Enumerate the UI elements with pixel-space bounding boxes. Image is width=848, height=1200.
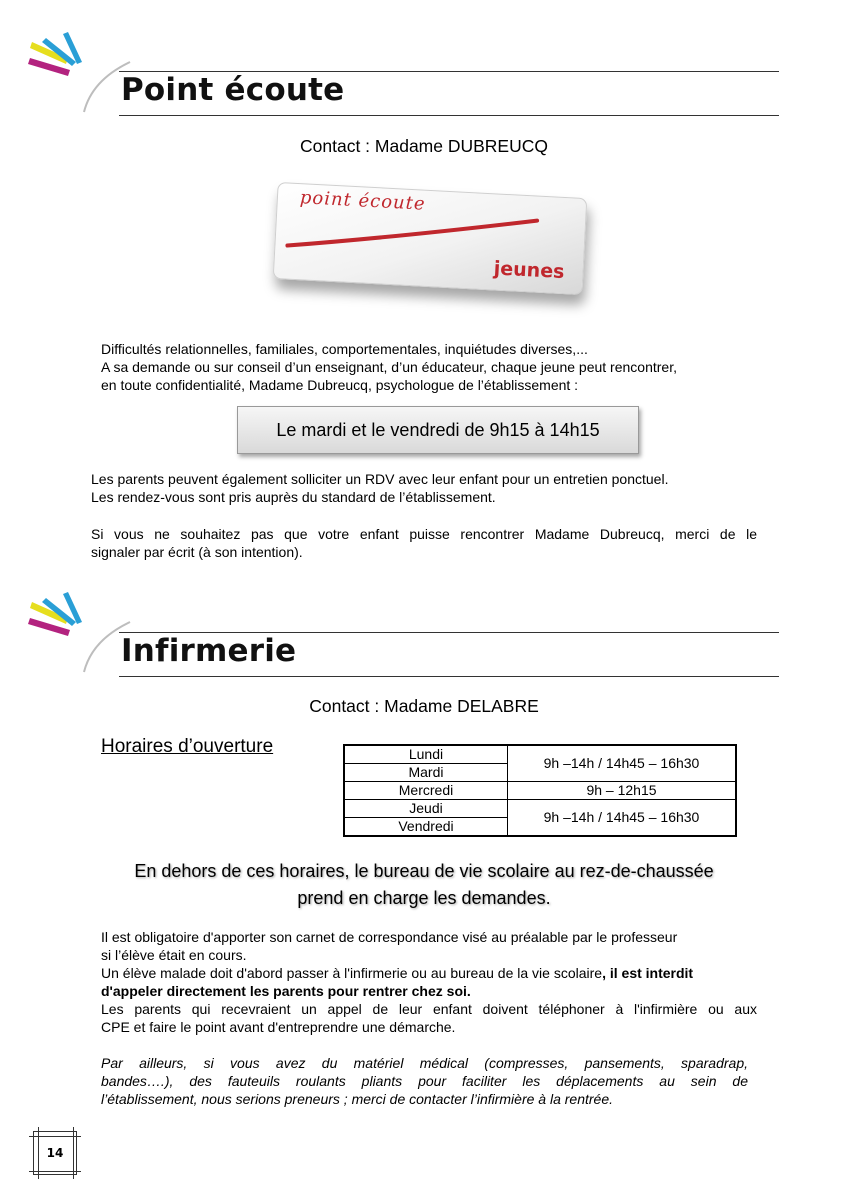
rules-line xyxy=(101,982,757,1000)
notice-line: prend en charge les demandes. xyxy=(297,888,551,908)
optout-paragraph xyxy=(91,525,757,561)
table-row xyxy=(344,782,736,800)
section-title: Infirmerie xyxy=(121,633,297,669)
parents-paragraph xyxy=(91,470,761,506)
contact-line: Contact : Madame DUBREUCQ xyxy=(300,136,548,156)
hours-cell: 9h –14h / 14h45 – 16h30 xyxy=(508,745,737,782)
hours-cell: 9h – 12h15 xyxy=(508,782,737,800)
badge-top-text: point écoute xyxy=(299,187,427,215)
schedule-box: Le mardi et le vendredi de 9h15 à 14h15 xyxy=(237,406,639,454)
optout-line: Si vous ne souhaitez pas que votre enfant puisse rencontrer Madame Dubreucq, merci de le xyxy=(91,526,757,542)
rules-line: CPE et faire le point avant d'entreprendre une démarche. xyxy=(101,1019,456,1035)
day-cell: Vendredi xyxy=(344,818,508,837)
hours-label: Horaires d’ouverture xyxy=(101,736,274,757)
section-title: Point écoute xyxy=(121,72,345,108)
day-cell: Jeudi xyxy=(344,800,508,818)
intro-paragraph xyxy=(101,340,761,394)
badge-bottom-text: jeunes xyxy=(493,257,566,284)
table-row xyxy=(344,745,736,764)
section-rule-bottom xyxy=(119,115,779,116)
rules-line: Les parents qui recevraient un appel de leur enfant doivent téléphoner à l'infirmière ou aux xyxy=(101,1001,757,1017)
day-cell: Mardi xyxy=(344,764,508,782)
day-cell: Lundi xyxy=(344,745,508,764)
hours-table xyxy=(343,744,737,837)
intro-line: en toute confidentialité, Madame Dubreucq, psychologue de l’établissement : xyxy=(101,377,579,393)
intro-line: A sa demande ou sur conseil d’un enseignant, d’un éducateur, chaque jeune peut rencontrer, xyxy=(101,359,677,375)
notice-line: En dehors de ces horaires, le bureau de vie scolaire au rez-de-chaussée xyxy=(134,861,714,881)
rules-paragraph xyxy=(101,928,757,1036)
notice-text xyxy=(0,858,848,912)
day-cell: Mercredi xyxy=(344,782,508,800)
optout-line: signaler par écrit (à son intention). xyxy=(91,544,303,560)
rules-line: si l’élève était en cours. xyxy=(101,947,247,963)
page-number xyxy=(33,1131,77,1175)
parents-line: Les rendez-vous sont pris auprès du standard de l’établissement. xyxy=(91,489,496,505)
rules-line: Il est obligatoire d'apporter son carnet de correspondance visé au préalable par le professeur xyxy=(101,929,678,945)
italic-line: Par ailleurs, si vous avez du matériel médical (compresses, pansements, sparadrap, xyxy=(101,1055,748,1071)
intro-line: Difficultés relationnelles, familiales, comportementales, inquiétudes diverses,... xyxy=(101,341,588,357)
page-number-text: 14 xyxy=(46,1146,64,1160)
rules-normal: Un élève malade doit d'abord passer à l'infirmerie ou au bureau de la vie scolaire xyxy=(101,965,603,981)
contact-line: Contact : Madame DELABRE xyxy=(309,696,539,716)
section-rule-bottom xyxy=(119,676,779,677)
italic-line: l’établissement, nous serions preneurs ; merci de contacter l’infirmière à la rentrée. xyxy=(101,1091,614,1107)
table-row xyxy=(344,800,736,818)
rules-bold: , il est interdit xyxy=(602,965,694,981)
hours-cell: 9h –14h / 14h45 – 16h30 xyxy=(508,800,737,837)
italic-line: bandes….), des fauteuils roulants pliants pour faciliter les déplacements au sein de xyxy=(101,1073,748,1089)
parents-line: Les parents peuvent également solliciter un RDV avec leur enfant pour un entretien ponctuel. xyxy=(91,471,669,487)
point-ecoute-badge xyxy=(273,182,588,295)
italic-paragraph xyxy=(101,1054,748,1108)
rules-line xyxy=(101,964,757,982)
rules-bold: d'appeler directement les parents pour rentrer chez soi. xyxy=(101,983,471,999)
